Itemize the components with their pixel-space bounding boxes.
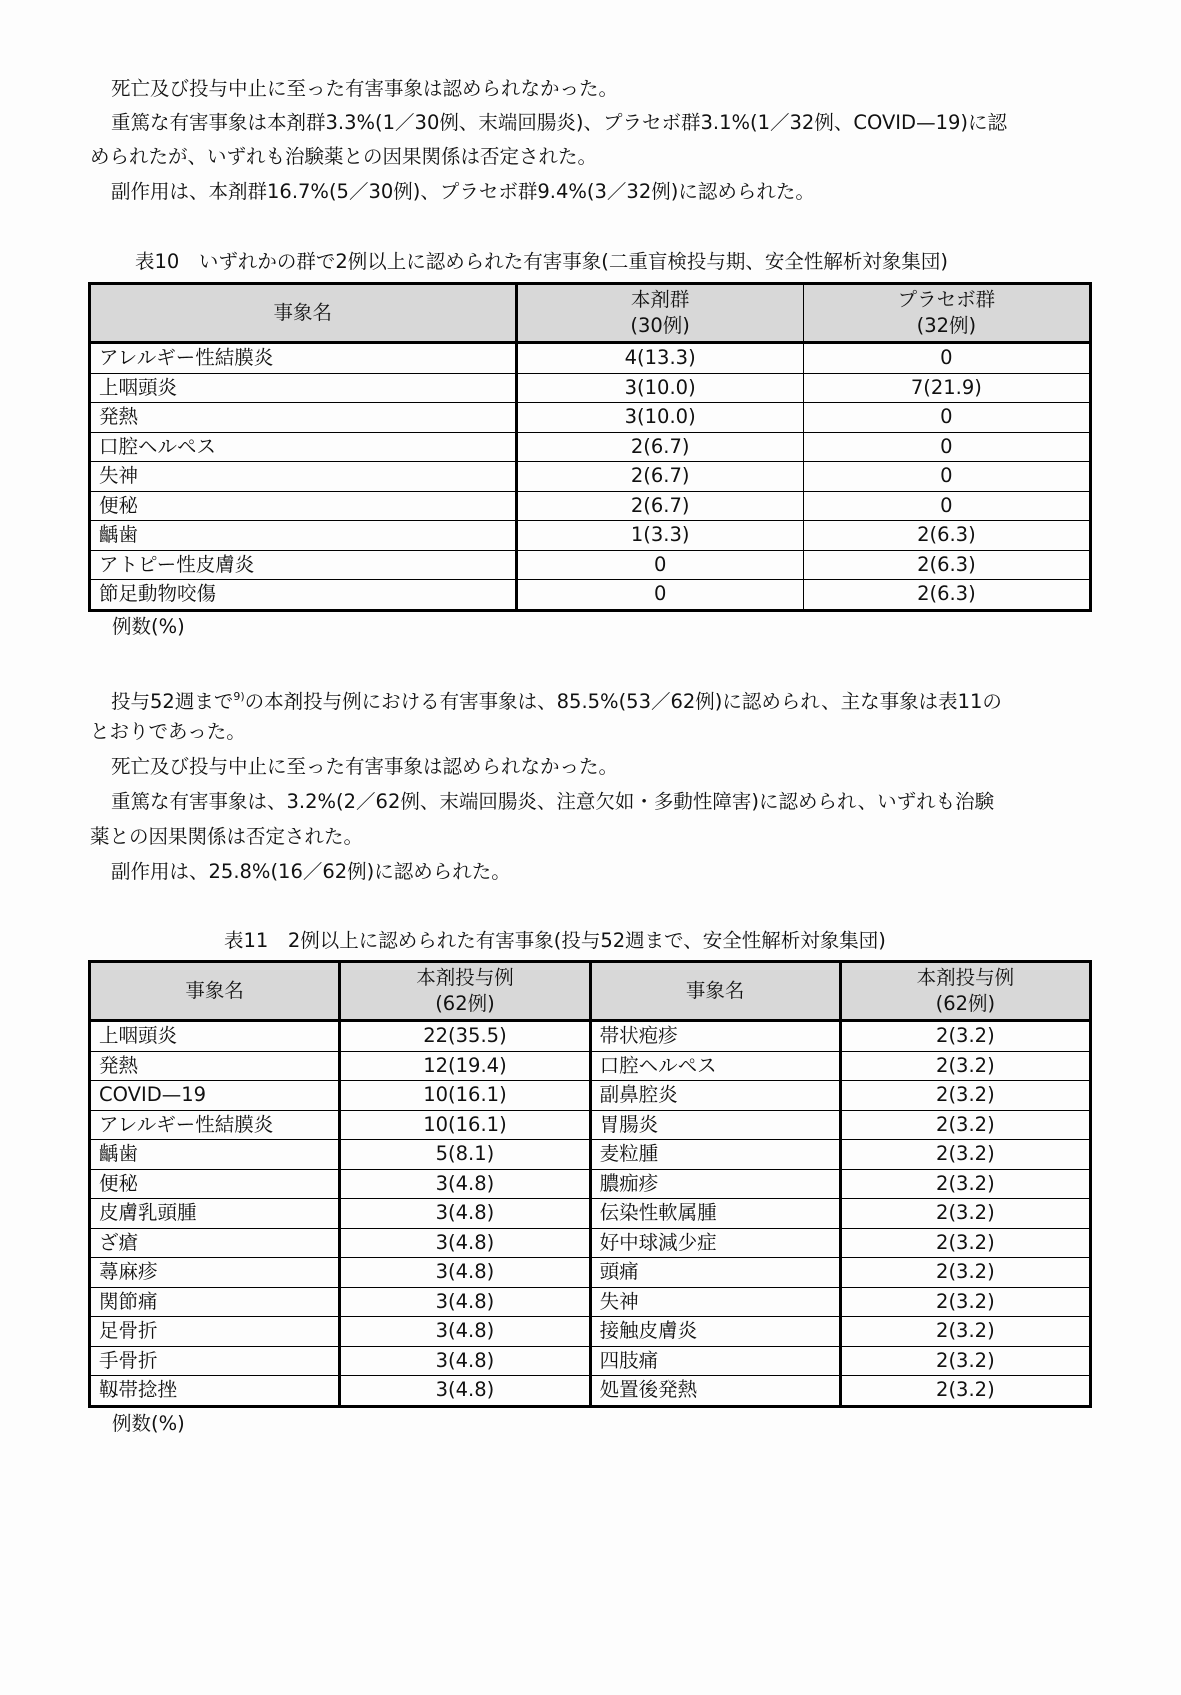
table-row [90,1051,1091,1081]
table10-note: 例数(%) [112,615,185,638]
event-value: 2(3.2) [840,1228,1090,1258]
event-value: 2(3.2) [840,1317,1090,1347]
paragraph-52week-ae-prefix: 投与52週まで [111,690,234,713]
event-value: 5(8.1) [340,1140,590,1170]
header-drug-label: 本剤群 [630,288,690,311]
paragraph-52week-ae-rest: の本剤投与例における有害事象は、85.5%(53／62例)に認められ、主な事象は表11の [244,690,1002,713]
drug-value: 0 [516,580,803,611]
table10-caption: 表10 いずれかの群で2例以上に認められた有害事象(二重盲検投与期、安全性解析対象集団) [135,250,948,273]
table-row [90,491,1091,521]
event-name: 齲歯 [90,1140,340,1170]
event-value: 3(4.8) [340,1287,590,1317]
placebo-value: 2(6.3) [803,521,1090,551]
header-event-name-left [90,962,340,1021]
table-row [90,521,1091,551]
drug-value: 3(10.0) [516,373,803,403]
event-value: 2(3.2) [840,1021,1090,1052]
paragraph-serious-ae-line2: められたが、いずれも治験薬との因果関係は否定された。 [90,145,598,168]
event-name: 膿痂疹 [590,1169,840,1199]
event-value: 3(4.8) [340,1317,590,1347]
drug-value: 2(6.7) [516,432,803,462]
event-value: 3(4.8) [340,1228,590,1258]
table11-note: 例数(%) [112,1412,185,1435]
event-value: 2(3.2) [840,1376,1090,1407]
event-value: 2(3.2) [840,1110,1090,1140]
paragraph-52week-ae-line2: とおりであった。 [90,720,246,743]
event-name: 口腔ヘルペス [90,432,517,462]
placebo-value: 7(21.9) [803,373,1090,403]
table-row [90,403,1091,433]
event-name: 手骨折 [90,1346,340,1376]
table-row [90,1228,1091,1258]
event-name: 好中球減少症 [590,1228,840,1258]
event-name: 帯状疱疹 [590,1021,840,1052]
event-name: 伝染性軟属腫 [590,1199,840,1229]
drug-value: 4(13.3) [516,343,803,374]
header-event-label: 事象名 [273,301,333,324]
event-value: 2(3.2) [840,1199,1090,1229]
drug-value: 0 [516,550,803,580]
paragraph-no-death-52week: 死亡及び投与中止に至った有害事象は認められなかった。 [111,755,619,778]
header-event-name-right [590,962,840,1021]
placebo-value: 0 [803,462,1090,492]
table10 [88,282,1092,612]
table-row [90,580,1091,611]
event-name: 便秘 [90,1169,340,1199]
drug-value: 2(6.7) [516,491,803,521]
event-value: 2(3.2) [840,1169,1090,1199]
event-name: 接触皮膚炎 [590,1317,840,1347]
event-name: 靱帯捻挫 [90,1376,340,1407]
table-row [90,373,1091,403]
event-value: 2(3.2) [840,1081,1090,1111]
event-name: 発熱 [90,403,517,433]
table-row [90,1199,1091,1229]
placebo-value: 0 [803,343,1090,374]
paragraph-adverse-reactions: 副作用は、本剤群16.7%(5／30例)、プラセボ群9.4%(3／32例)に認められた。 [111,180,815,203]
event-name: 口腔ヘルペス [590,1051,840,1081]
table11-caption: 表11 2例以上に認められた有害事象(投与52週まで、安全性解析対象集団) [224,929,886,952]
event-name: 関節痛 [90,1287,340,1317]
table-row [90,432,1091,462]
placebo-value: 2(6.3) [803,580,1090,611]
table-row [90,1258,1091,1288]
reference-superscript: 9) [233,690,245,703]
paragraph-no-death: 死亡及び投与中止に至った有害事象は認められなかった。 [111,77,619,100]
event-value: 2(3.2) [840,1346,1090,1376]
event-value: 3(4.8) [340,1199,590,1229]
table-row [90,1376,1091,1407]
event-name: 副鼻腔炎 [590,1081,840,1111]
event-name: 四肢痛 [590,1346,840,1376]
event-value: 3(4.8) [340,1258,590,1288]
event-name: 便秘 [90,491,517,521]
placebo-value: 0 [803,403,1090,433]
event-name: ざ瘡 [90,1228,340,1258]
event-value: 2(3.2) [840,1287,1090,1317]
event-value: 3(4.8) [340,1169,590,1199]
event-name: 発熱 [90,1051,340,1081]
event-name: 失神 [90,462,517,492]
event-value: 22(35.5) [340,1021,590,1052]
event-name: 処置後発熱 [590,1376,840,1407]
event-name: 蕁麻疹 [90,1258,340,1288]
paragraph-52week-ae-line1 [111,680,1116,720]
placebo-value: 2(6.3) [803,550,1090,580]
header-drug-right [840,962,1090,1021]
paragraph-serious-ae-line1: 重篤な有害事象は本剤群3.3%(1／30例、末端回腸炎)、プラセボ群3.1%(1／32例、COVID—19)に認 [111,111,1007,134]
event-value: 10(16.1) [340,1081,590,1111]
paragraph-serious-ae-52week-line2: 薬との因果関係は否定された。 [90,825,364,848]
drug-value: 3(10.0) [516,403,803,433]
header-drug-group [516,284,803,343]
event-name: 皮膚乳頭腫 [90,1199,340,1229]
event-value: 2(3.2) [840,1051,1090,1081]
header-event-label: 事象名 [685,979,745,1002]
event-value: 12(19.4) [340,1051,590,1081]
header-drug-left [340,962,590,1021]
header-drug-n: (62例) [935,992,996,1015]
event-name: 齲歯 [90,521,517,551]
event-name: 上咽頭炎 [90,373,517,403]
header-event-name [90,284,517,343]
event-value: 2(3.2) [840,1258,1090,1288]
table-row [90,462,1091,492]
event-name: 頭痛 [590,1258,840,1288]
event-value: 3(4.8) [340,1346,590,1376]
event-name: 節足動物咬傷 [90,580,517,611]
paragraph-adverse-reactions-52week: 副作用は、25.8%(16／62例)に認められた。 [111,860,511,883]
header-placebo-n: (32例) [916,314,977,337]
event-name: 足骨折 [90,1317,340,1347]
placebo-value: 0 [803,432,1090,462]
table-row [90,1110,1091,1140]
header-drug-label: 本剤投与例 [416,966,514,989]
event-value: 2(3.2) [840,1140,1090,1170]
event-value: 3(4.8) [340,1376,590,1407]
header-drug-n: (30例) [630,314,690,337]
header-drug-n: (62例) [435,992,495,1015]
table-row [90,1140,1091,1170]
paragraph-serious-ae-52week-line1: 重篤な有害事象は、3.2%(2／62例、末端回腸炎、注意欠如・多動性障害)に認められ、いずれも治験 [111,790,995,813]
header-placebo-group [803,284,1090,343]
table-row [90,550,1091,580]
event-name: 麦粒腫 [590,1140,840,1170]
event-name: アレルギー性結膜炎 [90,1110,340,1140]
event-name: 失神 [590,1287,840,1317]
table10-header-row [90,284,1091,343]
header-placebo-label: プラセボ群 [897,288,996,311]
event-name: COVID—19 [90,1081,340,1111]
table-row [90,343,1091,374]
table-row [90,1081,1091,1111]
placebo-value: 0 [803,491,1090,521]
event-name: 胃腸炎 [590,1110,840,1140]
event-value: 10(16.1) [340,1110,590,1140]
table11 [88,960,1092,1408]
table-row [90,1021,1091,1052]
drug-value: 2(6.7) [516,462,803,492]
header-event-label: 事象名 [185,979,244,1002]
event-name: アトピー性皮膚炎 [90,550,517,580]
table-row [90,1346,1091,1376]
table-row [90,1317,1091,1347]
table11-header-row [90,962,1091,1021]
table-row [90,1287,1091,1317]
event-name: アレルギー性結膜炎 [90,343,517,374]
table-row [90,1169,1091,1199]
event-name: 上咽頭炎 [90,1021,340,1052]
drug-value: 1(3.3) [516,521,803,551]
header-drug-label: 本剤投与例 [916,966,1015,989]
